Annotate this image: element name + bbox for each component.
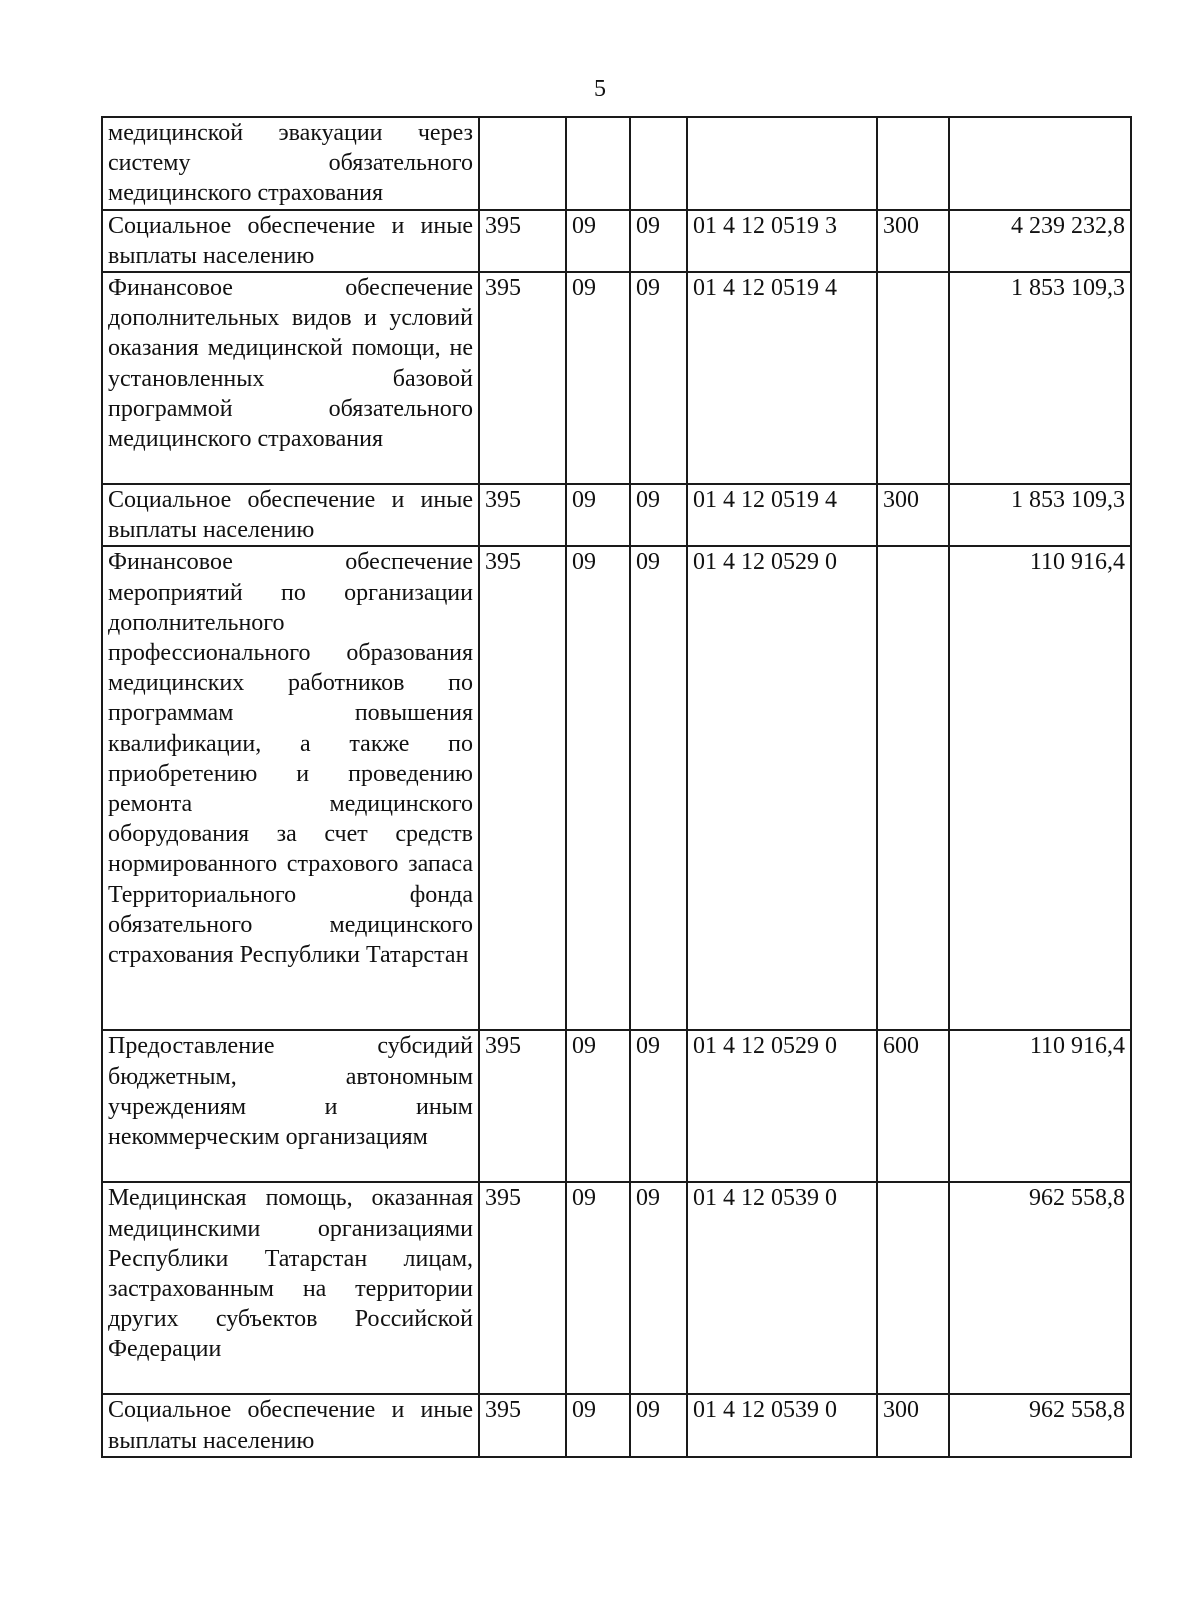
target-article-code: 01 4 12 0519 3 [687,210,877,272]
table-row [102,210,1131,272]
section-code: 09 [566,1182,630,1394]
row-description: медицинской эвакуации через систему обязательного медицинского страхования [102,117,479,210]
table-row [102,117,1131,210]
target-article-code: 01 4 12 0519 4 [687,272,877,484]
ministry-code: 395 [479,1030,566,1182]
section-code: 09 [566,272,630,484]
expense-type-code: 300 [877,210,949,272]
subsection-code: 09 [630,1182,687,1394]
row-description: Финансовое обеспечение дополнительных видов и условий оказания медицинской помощи, не установленных базовой программой обязательного медицинского страхования [102,272,479,484]
table-row [102,1394,1131,1456]
table-row [102,272,1131,484]
subsection-code: 09 [630,546,687,1030]
section-code [566,117,630,210]
amount: 1 853 109,3 [949,484,1131,546]
subsection-code: 09 [630,1394,687,1456]
table-row [102,484,1131,546]
target-article-code [687,117,877,210]
amount: 962 558,8 [949,1394,1131,1456]
row-description: Медицинская помощь, оказанная медицинскими организациями Республики Татарстан лицам, застрахованным на территории других субъектов Российской Федерации [102,1182,479,1394]
target-article-code: 01 4 12 0529 0 [687,546,877,1030]
amount: 110 916,4 [949,546,1131,1030]
row-description: Финансовое обеспечение мероприятий по организации дополнительного профессионального образования медицинских работников по программам повышения квалификации, а также по приобретению и проведению ремонта медицинского оборудования за счет средств нормированного страхового запаса Территориального фонда обязательного медицинского страхования Республики Татарстан [102,546,479,1030]
target-article-code: 01 4 12 0539 0 [687,1182,877,1394]
expense-type-code [877,117,949,210]
section-code: 09 [566,210,630,272]
amount: 1 853 109,3 [949,272,1131,484]
row-description: Предоставление субсидий бюджетным, автономным учреждениям и иным некоммерческим организациям [102,1030,479,1182]
expense-type-code: 300 [877,1394,949,1456]
expense-type-code [877,272,949,484]
expense-type-code [877,1182,949,1394]
amount [949,117,1131,210]
target-article-code: 01 4 12 0529 0 [687,1030,877,1182]
ministry-code: 395 [479,272,566,484]
row-description: Социальное обеспечение и иные выплаты населению [102,210,479,272]
subsection-code: 09 [630,272,687,484]
section-code: 09 [566,1394,630,1456]
section-code: 09 [566,546,630,1030]
section-code: 09 [566,484,630,546]
ministry-code: 395 [479,210,566,272]
expense-type-code: 600 [877,1030,949,1182]
subsection-code [630,117,687,210]
amount: 4 239 232,8 [949,210,1131,272]
amount: 110 916,4 [949,1030,1131,1182]
subsection-code: 09 [630,210,687,272]
target-article-code: 01 4 12 0519 4 [687,484,877,546]
ministry-code: 395 [479,484,566,546]
ministry-code [479,117,566,210]
table-row [102,1030,1131,1182]
expense-type-code [877,546,949,1030]
ministry-code: 395 [479,1394,566,1456]
amount: 962 558,8 [949,1182,1131,1394]
section-code: 09 [566,1030,630,1182]
target-article-code: 01 4 12 0539 0 [687,1394,877,1456]
subsection-code: 09 [630,1030,687,1182]
subsection-code: 09 [630,484,687,546]
expense-type-code: 300 [877,484,949,546]
row-description: Социальное обеспечение и иные выплаты населению [102,1394,479,1456]
row-description: Социальное обеспечение и иные выплаты населению [102,484,479,546]
ministry-code: 395 [479,546,566,1030]
page-number: 5 [594,76,606,102]
table-row [102,546,1131,1030]
ministry-code: 395 [479,1182,566,1394]
table-row [102,1182,1131,1394]
budget-table [101,116,1132,1458]
